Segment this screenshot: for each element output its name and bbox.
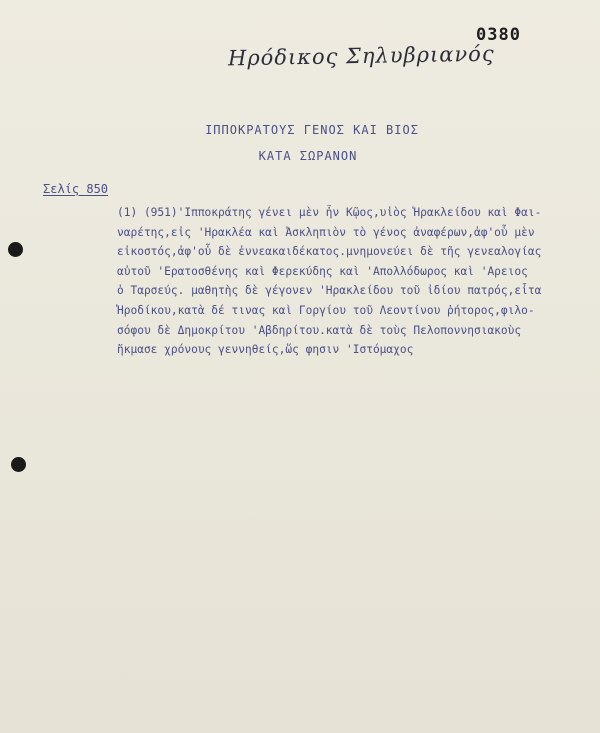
text-line: ἤκμασε χρόνους γεννηθείς,ὥς φησιν 'Ιστόμαχος [117, 343, 414, 357]
document-title: ΙΠΠΟΚΡΑΤΟΥΣ ΓΕΝΟΣ ΚΑΙ ΒΙΟΣ [205, 123, 419, 137]
text-line: (1) (951)'Ιπποκράτης γένει μὲν ἦν Κῷος,υἱὸς Ἡρακλείδου καὶ Φαι- [117, 206, 542, 219]
text-line: ναρέτης,εἰς 'Ηρακλέα καὶ Ἀσκληπιὸν τὸ γένος ἀναφέρων,ἀφ'οὗ μὲν [117, 225, 535, 239]
text-line: Ἡροδίκου,κατὰ δέ τινας καὶ Γοργίου τοῦ Λεοντίνου ῥήτορος,φιλο- [117, 303, 535, 317]
body-paragraph [117, 203, 572, 360]
text-line: αὐτοῦ 'Ερατοσθένης καὶ Φερεκύδης καὶ 'Απολλόδωρος καὶ 'Αρειος [117, 264, 528, 278]
text-line: ὁ Ταρσεύς. μαθητὴς δὲ γέγονεν 'Ηρακλείδου τοῦ ἰδίου πατρός,εἶτα [117, 284, 542, 298]
punch-hole-top [8, 242, 23, 257]
punch-hole-bottom [11, 457, 26, 472]
text-line: σόφου δὲ Δημοκρίτου 'Αβδηρίτου.κατὰ δὲ τοὺς Πελοποννησιακοὺς [117, 323, 522, 337]
document-subtitle: ΚΑΤΑ ΣΩΡΑΝΟΝ [258, 149, 358, 163]
margin-page-reference: Σελίς 850 [43, 182, 109, 196]
handwritten-heading: Ηρόδικος Σηλυβριανός [227, 41, 495, 71]
page-number: 0380 [476, 25, 521, 45]
text-line: εἰκοστός,ἀφ'οὗ δὲ ἐννεακαιδέκατος.μνημονεύει δὲ τῆς γενεαλογίας [117, 245, 542, 259]
